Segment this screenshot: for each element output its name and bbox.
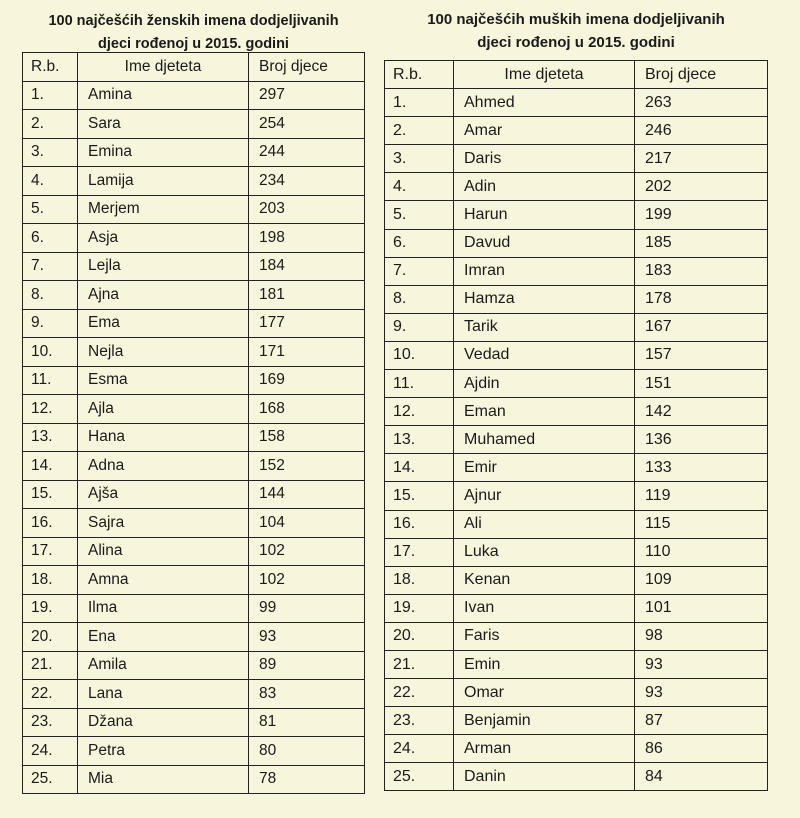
- header-count: Broj djece: [635, 61, 768, 89]
- rank-cell: 24.: [23, 737, 78, 766]
- count-cell: 119: [635, 482, 768, 510]
- table-row: [385, 398, 768, 426]
- name-cell: Eman: [454, 398, 635, 426]
- rank-cell: 20.: [23, 623, 78, 652]
- count-cell: 98: [635, 622, 768, 650]
- female-title-line2: djeci rođenoj u 2015. godini: [98, 36, 289, 52]
- rank-cell: 13.: [385, 426, 454, 454]
- table-row: [385, 145, 768, 173]
- female-names-panel: [22, 0, 365, 794]
- name-cell: Sajra: [78, 509, 249, 538]
- rank-cell: 9.: [23, 309, 78, 338]
- rank-cell: 22.: [23, 680, 78, 709]
- header-rank: R.b.: [385, 61, 454, 89]
- name-cell: Alina: [78, 537, 249, 566]
- count-cell: 217: [635, 145, 768, 173]
- count-cell: 152: [249, 452, 365, 481]
- name-cell: Ajdin: [454, 370, 635, 398]
- table-row: [23, 737, 365, 766]
- table-row: [23, 309, 365, 338]
- name-cell: Luka: [454, 538, 635, 566]
- name-cell: Mia: [78, 765, 249, 794]
- count-cell: 151: [635, 370, 768, 398]
- rank-cell: 25.: [23, 765, 78, 794]
- table-row: [385, 538, 768, 566]
- name-cell: Kenan: [454, 566, 635, 594]
- count-cell: 263: [635, 89, 768, 117]
- rank-cell: 13.: [23, 423, 78, 452]
- count-cell: 144: [249, 480, 365, 509]
- header-rank: R.b.: [23, 53, 78, 82]
- rank-cell: 1.: [23, 81, 78, 110]
- count-cell: 185: [635, 229, 768, 257]
- name-cell: Daris: [454, 145, 635, 173]
- count-cell: 167: [635, 313, 768, 341]
- female-table-title: [22, 0, 365, 52]
- table-row: [23, 110, 365, 139]
- count-cell: 104: [249, 509, 365, 538]
- name-cell: Džana: [78, 708, 249, 737]
- table-row: [23, 537, 365, 566]
- name-cell: Davud: [454, 229, 635, 257]
- name-cell: Sara: [78, 110, 249, 139]
- count-cell: 244: [249, 138, 365, 167]
- table-row: [23, 395, 365, 424]
- name-cell: Merjem: [78, 195, 249, 224]
- table-row: [385, 257, 768, 285]
- table-row: [23, 423, 365, 452]
- count-cell: 102: [249, 566, 365, 595]
- male-names-panel: [384, 0, 768, 791]
- table-row: [23, 708, 365, 737]
- rank-cell: 14.: [23, 452, 78, 481]
- count-cell: 136: [635, 426, 768, 454]
- name-cell: Amina: [78, 81, 249, 110]
- count-cell: 115: [635, 510, 768, 538]
- name-cell: Tarik: [454, 313, 635, 341]
- count-cell: 254: [249, 110, 365, 139]
- male-names-table: [384, 60, 768, 791]
- rank-cell: 2.: [23, 110, 78, 139]
- count-cell: 168: [249, 395, 365, 424]
- table-row: [23, 452, 365, 481]
- name-cell: Muhamed: [454, 426, 635, 454]
- count-cell: 202: [635, 173, 768, 201]
- count-cell: 297: [249, 81, 365, 110]
- count-cell: 169: [249, 366, 365, 395]
- count-cell: 198: [249, 224, 365, 253]
- rank-cell: 25.: [385, 763, 454, 791]
- male-title-line1: 100 najčešćih muških imena dodjeljivanih: [427, 11, 725, 28]
- rank-cell: 18.: [23, 566, 78, 595]
- table-row: [385, 510, 768, 538]
- name-cell: Ivan: [454, 594, 635, 622]
- table-row: [23, 680, 365, 709]
- count-cell: 109: [635, 566, 768, 594]
- male-title-line2: djeci rođenoj u 2015. godini: [477, 34, 675, 51]
- table-row: [23, 566, 365, 595]
- name-cell: Lejla: [78, 252, 249, 281]
- count-cell: 89: [249, 651, 365, 680]
- rank-cell: 4.: [385, 173, 454, 201]
- header-name: Ime djeteta: [78, 53, 249, 82]
- rank-cell: 12.: [385, 398, 454, 426]
- name-cell: Ena: [78, 623, 249, 652]
- table-row: [385, 89, 768, 117]
- name-cell: Ajnur: [454, 482, 635, 510]
- name-cell: Amna: [78, 566, 249, 595]
- table-row: [385, 285, 768, 313]
- table-row: [385, 594, 768, 622]
- name-cell: Imran: [454, 257, 635, 285]
- count-cell: 83: [249, 680, 365, 709]
- table-row: [385, 763, 768, 791]
- rank-cell: 15.: [23, 480, 78, 509]
- table-header-row: [385, 61, 768, 89]
- rank-cell: 18.: [385, 566, 454, 594]
- name-cell: Faris: [454, 622, 635, 650]
- name-cell: Adin: [454, 173, 635, 201]
- count-cell: 158: [249, 423, 365, 452]
- count-cell: 93: [635, 679, 768, 707]
- rank-cell: 11.: [385, 370, 454, 398]
- table-row: [385, 117, 768, 145]
- table-row: [385, 229, 768, 257]
- count-cell: 101: [635, 594, 768, 622]
- table-row: [23, 623, 365, 652]
- table-row: [23, 765, 365, 794]
- name-cell: Danin: [454, 763, 635, 791]
- table-row: [23, 252, 365, 281]
- name-cell: Hamza: [454, 285, 635, 313]
- name-cell: Emin: [454, 650, 635, 678]
- rank-cell: 4.: [23, 167, 78, 196]
- count-cell: 184: [249, 252, 365, 281]
- count-cell: 142: [635, 398, 768, 426]
- table-row: [385, 313, 768, 341]
- table-row: [385, 341, 768, 369]
- count-cell: 78: [249, 765, 365, 794]
- count-cell: 84: [635, 763, 768, 791]
- rank-cell: 10.: [23, 338, 78, 367]
- count-cell: 234: [249, 167, 365, 196]
- rank-cell: 11.: [23, 366, 78, 395]
- female-table-body: [23, 81, 365, 794]
- count-cell: 86: [635, 735, 768, 763]
- count-cell: 87: [635, 707, 768, 735]
- count-cell: 110: [635, 538, 768, 566]
- rank-cell: 8.: [385, 285, 454, 313]
- rank-cell: 23.: [385, 707, 454, 735]
- name-cell: Lana: [78, 680, 249, 709]
- table-row: [385, 622, 768, 650]
- table-header-row: [23, 53, 365, 82]
- table-row: [23, 167, 365, 196]
- count-cell: 183: [635, 257, 768, 285]
- rank-cell: 10.: [385, 341, 454, 369]
- table-row: [385, 370, 768, 398]
- count-cell: 178: [635, 285, 768, 313]
- rank-cell: 3.: [23, 138, 78, 167]
- table-row: [23, 195, 365, 224]
- table-row: [385, 454, 768, 482]
- male-table-title: [384, 0, 768, 60]
- rank-cell: 6.: [23, 224, 78, 253]
- rank-cell: 17.: [23, 537, 78, 566]
- name-cell: Adna: [78, 452, 249, 481]
- rank-cell: 3.: [385, 145, 454, 173]
- rank-cell: 17.: [385, 538, 454, 566]
- count-cell: 203: [249, 195, 365, 224]
- table-row: [23, 366, 365, 395]
- count-cell: 171: [249, 338, 365, 367]
- rank-cell: 6.: [385, 229, 454, 257]
- rank-cell: 5.: [23, 195, 78, 224]
- table-row: [23, 509, 365, 538]
- count-cell: 157: [635, 341, 768, 369]
- female-title-line1: 100 najčešćih ženskih imena dodjeljivanih: [48, 13, 339, 29]
- male-table-body: [385, 89, 768, 791]
- table-row: [23, 480, 365, 509]
- name-cell: Harun: [454, 201, 635, 229]
- rank-cell: 21.: [385, 650, 454, 678]
- header-count: Broj djece: [249, 53, 365, 82]
- rank-cell: 5.: [385, 201, 454, 229]
- table-row: [385, 735, 768, 763]
- name-cell: Amila: [78, 651, 249, 680]
- name-cell: Omar: [454, 679, 635, 707]
- count-cell: 80: [249, 737, 365, 766]
- table-row: [385, 650, 768, 678]
- rank-cell: 24.: [385, 735, 454, 763]
- count-cell: 93: [249, 623, 365, 652]
- rank-cell: 19.: [385, 594, 454, 622]
- rank-cell: 1.: [385, 89, 454, 117]
- count-cell: 99: [249, 594, 365, 623]
- table-row: [23, 338, 365, 367]
- name-cell: Nejla: [78, 338, 249, 367]
- count-cell: 81: [249, 708, 365, 737]
- name-cell: Ajša: [78, 480, 249, 509]
- name-cell: Emina: [78, 138, 249, 167]
- name-cell: Hana: [78, 423, 249, 452]
- table-row: [385, 426, 768, 454]
- rank-cell: 8.: [23, 281, 78, 310]
- count-cell: 177: [249, 309, 365, 338]
- name-cell: Esma: [78, 366, 249, 395]
- rank-cell: 21.: [23, 651, 78, 680]
- table-row: [385, 173, 768, 201]
- name-cell: Vedad: [454, 341, 635, 369]
- table-row: [23, 594, 365, 623]
- table-row: [23, 224, 365, 253]
- name-cell: Ilma: [78, 594, 249, 623]
- name-cell: Ali: [454, 510, 635, 538]
- name-cell: Ema: [78, 309, 249, 338]
- table-row: [385, 679, 768, 707]
- rank-cell: 2.: [385, 117, 454, 145]
- name-cell: Asja: [78, 224, 249, 253]
- count-cell: 102: [249, 537, 365, 566]
- rank-cell: 20.: [385, 622, 454, 650]
- rank-cell: 9.: [385, 313, 454, 341]
- rank-cell: 7.: [23, 252, 78, 281]
- table-row: [385, 201, 768, 229]
- count-cell: 246: [635, 117, 768, 145]
- name-cell: Arman: [454, 735, 635, 763]
- name-cell: Emir: [454, 454, 635, 482]
- table-row: [23, 281, 365, 310]
- rank-cell: 23.: [23, 708, 78, 737]
- table-row: [385, 482, 768, 510]
- table-row: [385, 707, 768, 735]
- name-cell: Benjamin: [454, 707, 635, 735]
- name-cell: Ahmed: [454, 89, 635, 117]
- rank-cell: 14.: [385, 454, 454, 482]
- table-row: [385, 566, 768, 594]
- female-names-table: [22, 52, 365, 794]
- count-cell: 133: [635, 454, 768, 482]
- rank-cell: 16.: [385, 510, 454, 538]
- name-cell: Petra: [78, 737, 249, 766]
- name-cell: Lamija: [78, 167, 249, 196]
- table-row: [23, 81, 365, 110]
- rank-cell: 16.: [23, 509, 78, 538]
- count-cell: 181: [249, 281, 365, 310]
- rank-cell: 22.: [385, 679, 454, 707]
- table-row: [23, 138, 365, 167]
- rank-cell: 12.: [23, 395, 78, 424]
- name-cell: Ajna: [78, 281, 249, 310]
- rank-cell: 15.: [385, 482, 454, 510]
- table-row: [23, 651, 365, 680]
- rank-cell: 19.: [23, 594, 78, 623]
- name-cell: Amar: [454, 117, 635, 145]
- count-cell: 199: [635, 201, 768, 229]
- count-cell: 93: [635, 650, 768, 678]
- header-name: Ime djeteta: [454, 61, 635, 89]
- rank-cell: 7.: [385, 257, 454, 285]
- name-cell: Ajla: [78, 395, 249, 424]
